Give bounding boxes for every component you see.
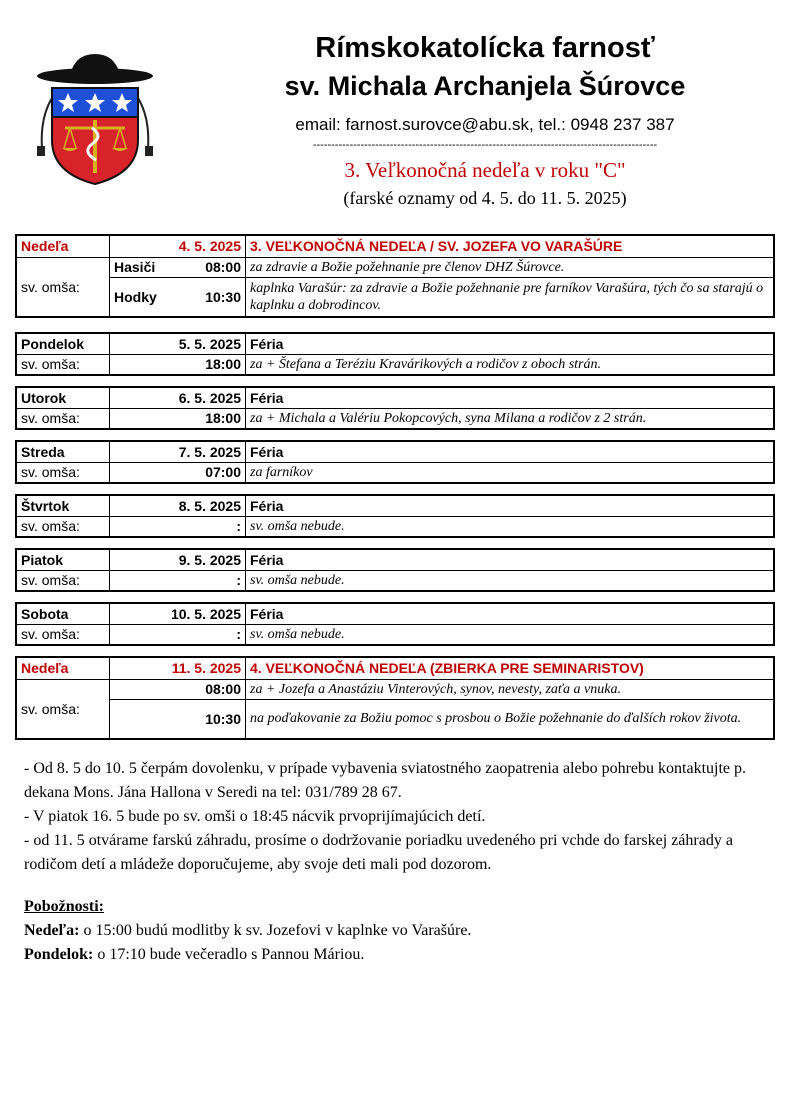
- mass-intention: sv. omša nebude.: [246, 570, 775, 591]
- day-name: Sobota: [16, 603, 110, 624]
- day-name: Piatok: [16, 549, 110, 570]
- day-name: Nedeľa: [16, 657, 110, 679]
- mass-label: sv. omša:: [16, 408, 110, 429]
- mass-time-place: Hasiči 08:00: [114, 259, 241, 275]
- page-header: [240, 30, 730, 210]
- announcement-item: - V piatok 16. 5 bude po sv. omši o 18:45 nácvik prvoprijímajúcich detí.: [24, 808, 486, 825]
- mass-label: sv. omša:: [16, 354, 110, 375]
- day-date: 4. 5. 2025: [110, 235, 246, 257]
- devotion-item: Pondelok: o 17:10 bude večeradlo s Pannou Máriou.: [24, 946, 365, 963]
- divider: ----------------------------------------------------------------------------------------------: [312, 139, 658, 151]
- mass-time: 07:00: [110, 462, 246, 483]
- day-name: Nedeľa: [16, 235, 110, 257]
- day-feast: 3. VEĽKONOČNÁ NEDEĽA / SV. JOZEFA VO VARAŠÚRE: [246, 235, 775, 257]
- day-block-tuesday: [15, 386, 775, 430]
- mass-intention: kaplnka Varašúr: za zdravie a Božie požehnanie pre farníkov Varašúra, tých čo sa starajú o kaplnku a dobrodincov.: [246, 277, 775, 317]
- day-block-saturday: [15, 602, 775, 646]
- mass-label: sv. omša:: [16, 679, 110, 739]
- day-date: 6. 5. 2025: [110, 387, 246, 408]
- day-name: Utorok: [16, 387, 110, 408]
- mass-label: sv. omša:: [16, 462, 110, 483]
- mass-time-place: Hodky 10:30: [114, 288, 241, 305]
- day-date: 8. 5. 2025: [110, 495, 246, 516]
- mass-label: sv. omša:: [16, 257, 110, 317]
- day-feast: Féria: [246, 333, 775, 354]
- mass-label: sv. omša:: [16, 624, 110, 645]
- mass-intention: sv. omša nebude.: [246, 516, 775, 537]
- mass-intention: za + Michala a Valériu Pokopcových, syna Milana a rodičov z 2 strán.: [246, 408, 775, 429]
- mass-label: sv. omša:: [16, 570, 110, 591]
- mass-intention: na poďakovanie za Božiu pomoc s prosbou o Božie požehnanie do ďalších rokov života.: [246, 699, 775, 739]
- page-title: Rímskokatolícka farnosť: [315, 32, 655, 64]
- mass-time: 18:00: [110, 408, 246, 429]
- day-feast: Féria: [246, 441, 775, 462]
- day-feast: Féria: [246, 495, 775, 516]
- mass-intention: za + Jozefa a Anastáziu Vinterových, synov, nevesty, zaťa a vnuka.: [246, 679, 775, 699]
- mass-time: :: [110, 570, 246, 591]
- day-name: Štvrtok: [16, 495, 110, 516]
- day-date: 10. 5. 2025: [110, 603, 246, 624]
- day-date: 11. 5. 2025: [110, 657, 246, 679]
- mass-time: 08:00: [110, 679, 246, 699]
- day-block-sunday-1: [15, 234, 775, 318]
- mass-time: :: [110, 516, 246, 537]
- mass-time: 18:00: [110, 354, 246, 375]
- day-feast: Féria: [246, 387, 775, 408]
- day-feast: Féria: [246, 603, 775, 624]
- devotions: [24, 895, 784, 967]
- mass-time: 10:30: [110, 699, 246, 739]
- day-name: Streda: [16, 441, 110, 462]
- liturgical-sunday-title: 3. Veľkonočná nedeľa v roku "C": [344, 158, 626, 182]
- devotion-item: Nedeľa: o 15:00 budú modlitby k sv. Jozefovi v kaplnke vo Varašúre.: [24, 922, 472, 939]
- page-subtitle: sv. Michala Archanjela Šúrovce: [284, 71, 686, 101]
- day-feast: Féria: [246, 549, 775, 570]
- day-date: 7. 5. 2025: [110, 441, 246, 462]
- mass-intention: za farníkov: [246, 462, 775, 483]
- day-block-friday: [15, 548, 775, 592]
- contact-info: email: farnost.surovce@abu.sk, tel.: 0948 237 387: [295, 115, 675, 134]
- announcements: [24, 757, 784, 877]
- day-block-thursday: [15, 494, 775, 538]
- day-date: 5. 5. 2025: [110, 333, 246, 354]
- day-name: Pondelok: [16, 333, 110, 354]
- parish-crest-icon: [30, 48, 160, 186]
- announcement-range: (farské oznamy od 4. 5. do 11. 5. 2025): [343, 188, 627, 208]
- mass-intention: za + Štefana a Teréziu Kravárikových a rodičov z oboch strán.: [246, 354, 775, 375]
- day-feast: 4. VEĽKONOČNÁ NEDEĽA (ZBIERKA PRE SEMINARISTOV): [246, 657, 775, 679]
- mass-time: :: [110, 624, 246, 645]
- announcement-item: - Od 8. 5 do 10. 5 čerpám dovolenku, v prípade vybavenia sviatostného zaopatrenia alebo pohrebu kontaktujte p. dekana Mons. Jána Hallona v Seredi na tel: 031/789 28 67.: [24, 760, 747, 801]
- announcement-item: - od 11. 5 otvárame farskú záhradu, prosíme o dodržovanie poriadku uvedeného pri vchde do farskej záhrady a rodičom detí a mládeže doporučujeme, aby svoje deti mali pod dozorom.: [24, 832, 733, 873]
- devotions-heading: Pobožnosti:: [24, 898, 104, 915]
- day-block-monday: [15, 332, 775, 376]
- mass-intention: za zdravie a Božie požehnanie pre členov DHZ Šúrovce.: [246, 257, 775, 277]
- mass-label: sv. omša:: [16, 516, 110, 537]
- day-block-sunday-2: [15, 656, 775, 740]
- day-date: 9. 5. 2025: [110, 549, 246, 570]
- mass-intention: sv. omša nebude.: [246, 624, 775, 645]
- day-block-wednesday: [15, 440, 775, 484]
